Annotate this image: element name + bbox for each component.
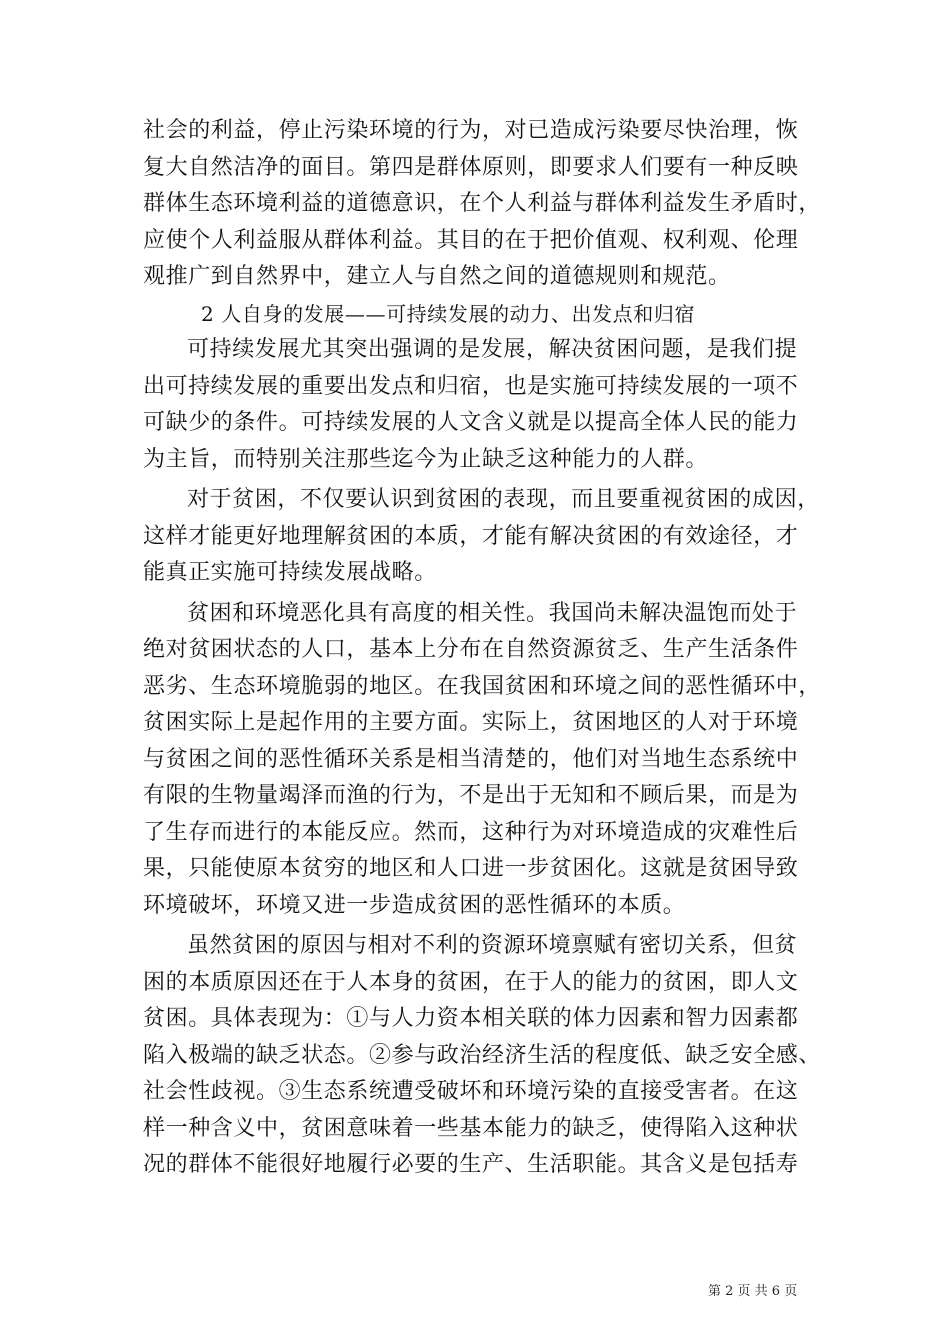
text-line: 社会性歧视。③生态系统遭受破坏和环境污染的直接受害者。在这	[143, 1079, 799, 1104]
paragraph-first-line: 可持续发展尤其突出强调的是发展，解决贫困问题，是我们提	[187, 337, 798, 362]
text-line: 了生存而进行的本能反应。然而，这种行为对环境造成的灾难性后	[143, 819, 799, 845]
text-line: 恶劣、生态环境脆弱的地区。在我国贫困和环境之间的恶性循环中，	[143, 673, 822, 699]
text-line: 这样才能更好地理解贫困的本质，才能有解决贫困的有效途径，才	[143, 523, 799, 549]
text-line: 环境破坏，环境又进一步造成贫困的恶性循环的本质。	[143, 892, 686, 918]
paragraph-first-line: 贫困和环境恶化具有高度的相关性。我国尚未解决温饱而处于	[187, 600, 798, 626]
text-line: 与贫困之间的恶性循环关系是相当清楚的，他们对当地生态系统中	[143, 746, 799, 772]
text-line: 应使个人利益服从群体利益。其目的在于把价值观、权利观、伦理	[143, 227, 799, 253]
text-line: 样一种含义中，贫困意味着一些基本能力的缺乏，使得陷入这种状	[143, 1115, 799, 1141]
text-line: 观推广到自然界中，建立人与自然之间的道德规则和规范。	[143, 264, 731, 289]
document-body	[143, 113, 822, 1184]
paragraph-first-line: 对于贫困，不仅要认识到贫困的表现，而且要重视贫困的成因，	[187, 487, 820, 512]
text-line: 出可持续发展的重要出发点和归宿，也是实施可持续发展的一项不	[143, 373, 799, 399]
text-line: 贫困。具体表现为：①与人力资本相关联的体力因素和智力因素都	[143, 1006, 799, 1031]
text-line: 可缺少的条件。可持续发展的人文含义就是以提高全体人民的能力	[143, 410, 799, 435]
text-line: 陷入极端的缺乏状态。②参与政治经济生活的程度低、缺乏安全感、	[143, 1042, 822, 1068]
page-number: 第 2 页 共 6 页	[708, 1284, 798, 1299]
text-line: 况的群体不能很好地履行必要的生产、生活职能。其含义是包括寿	[143, 1152, 799, 1177]
text-line: 果，只能使原本贫穷的地区和人口进一步贫困化。这就是贫困导致	[143, 856, 799, 881]
text-line: 为主旨，而特别关注那些迄今为止缺乏这种能力的人群。	[143, 446, 709, 472]
text-line: 能真正实施可持续发展战略。	[143, 560, 437, 585]
paragraph-first-line: 虽然贫困的原因与相对不利的资源环境禀赋有密切关系，但贫	[187, 933, 798, 958]
text-line: 群体生态环境利益的道德意识，在个人利益与群体利益发生矛盾时，	[143, 191, 822, 216]
text-line: 有限的生物量竭泽而渔的行为，不是出于无知和不顾后果，而是为	[143, 783, 799, 808]
text-line: 困的本质原因还在于人本身的贫困，在于人的能力的贫困，即人文	[143, 969, 799, 995]
text-line: 社会的利益，停止污染环境的行为，对已造成污染要尽快治理，恢	[143, 118, 799, 143]
text-line: 绝对贫困状态的人口，基本上分布在自然资源贫乏、生产生活条件	[143, 637, 799, 662]
section-heading: 2 人自身的发展——可持续发展的动力、出发点和归宿	[201, 301, 696, 326]
text-line: 复大自然洁净的面目。第四是群体原则，即要求人们要有一种反映	[143, 154, 799, 180]
text-line: 贫困实际上是起作用的主要方面。实际上，贫困地区的人对于环境	[143, 710, 799, 735]
